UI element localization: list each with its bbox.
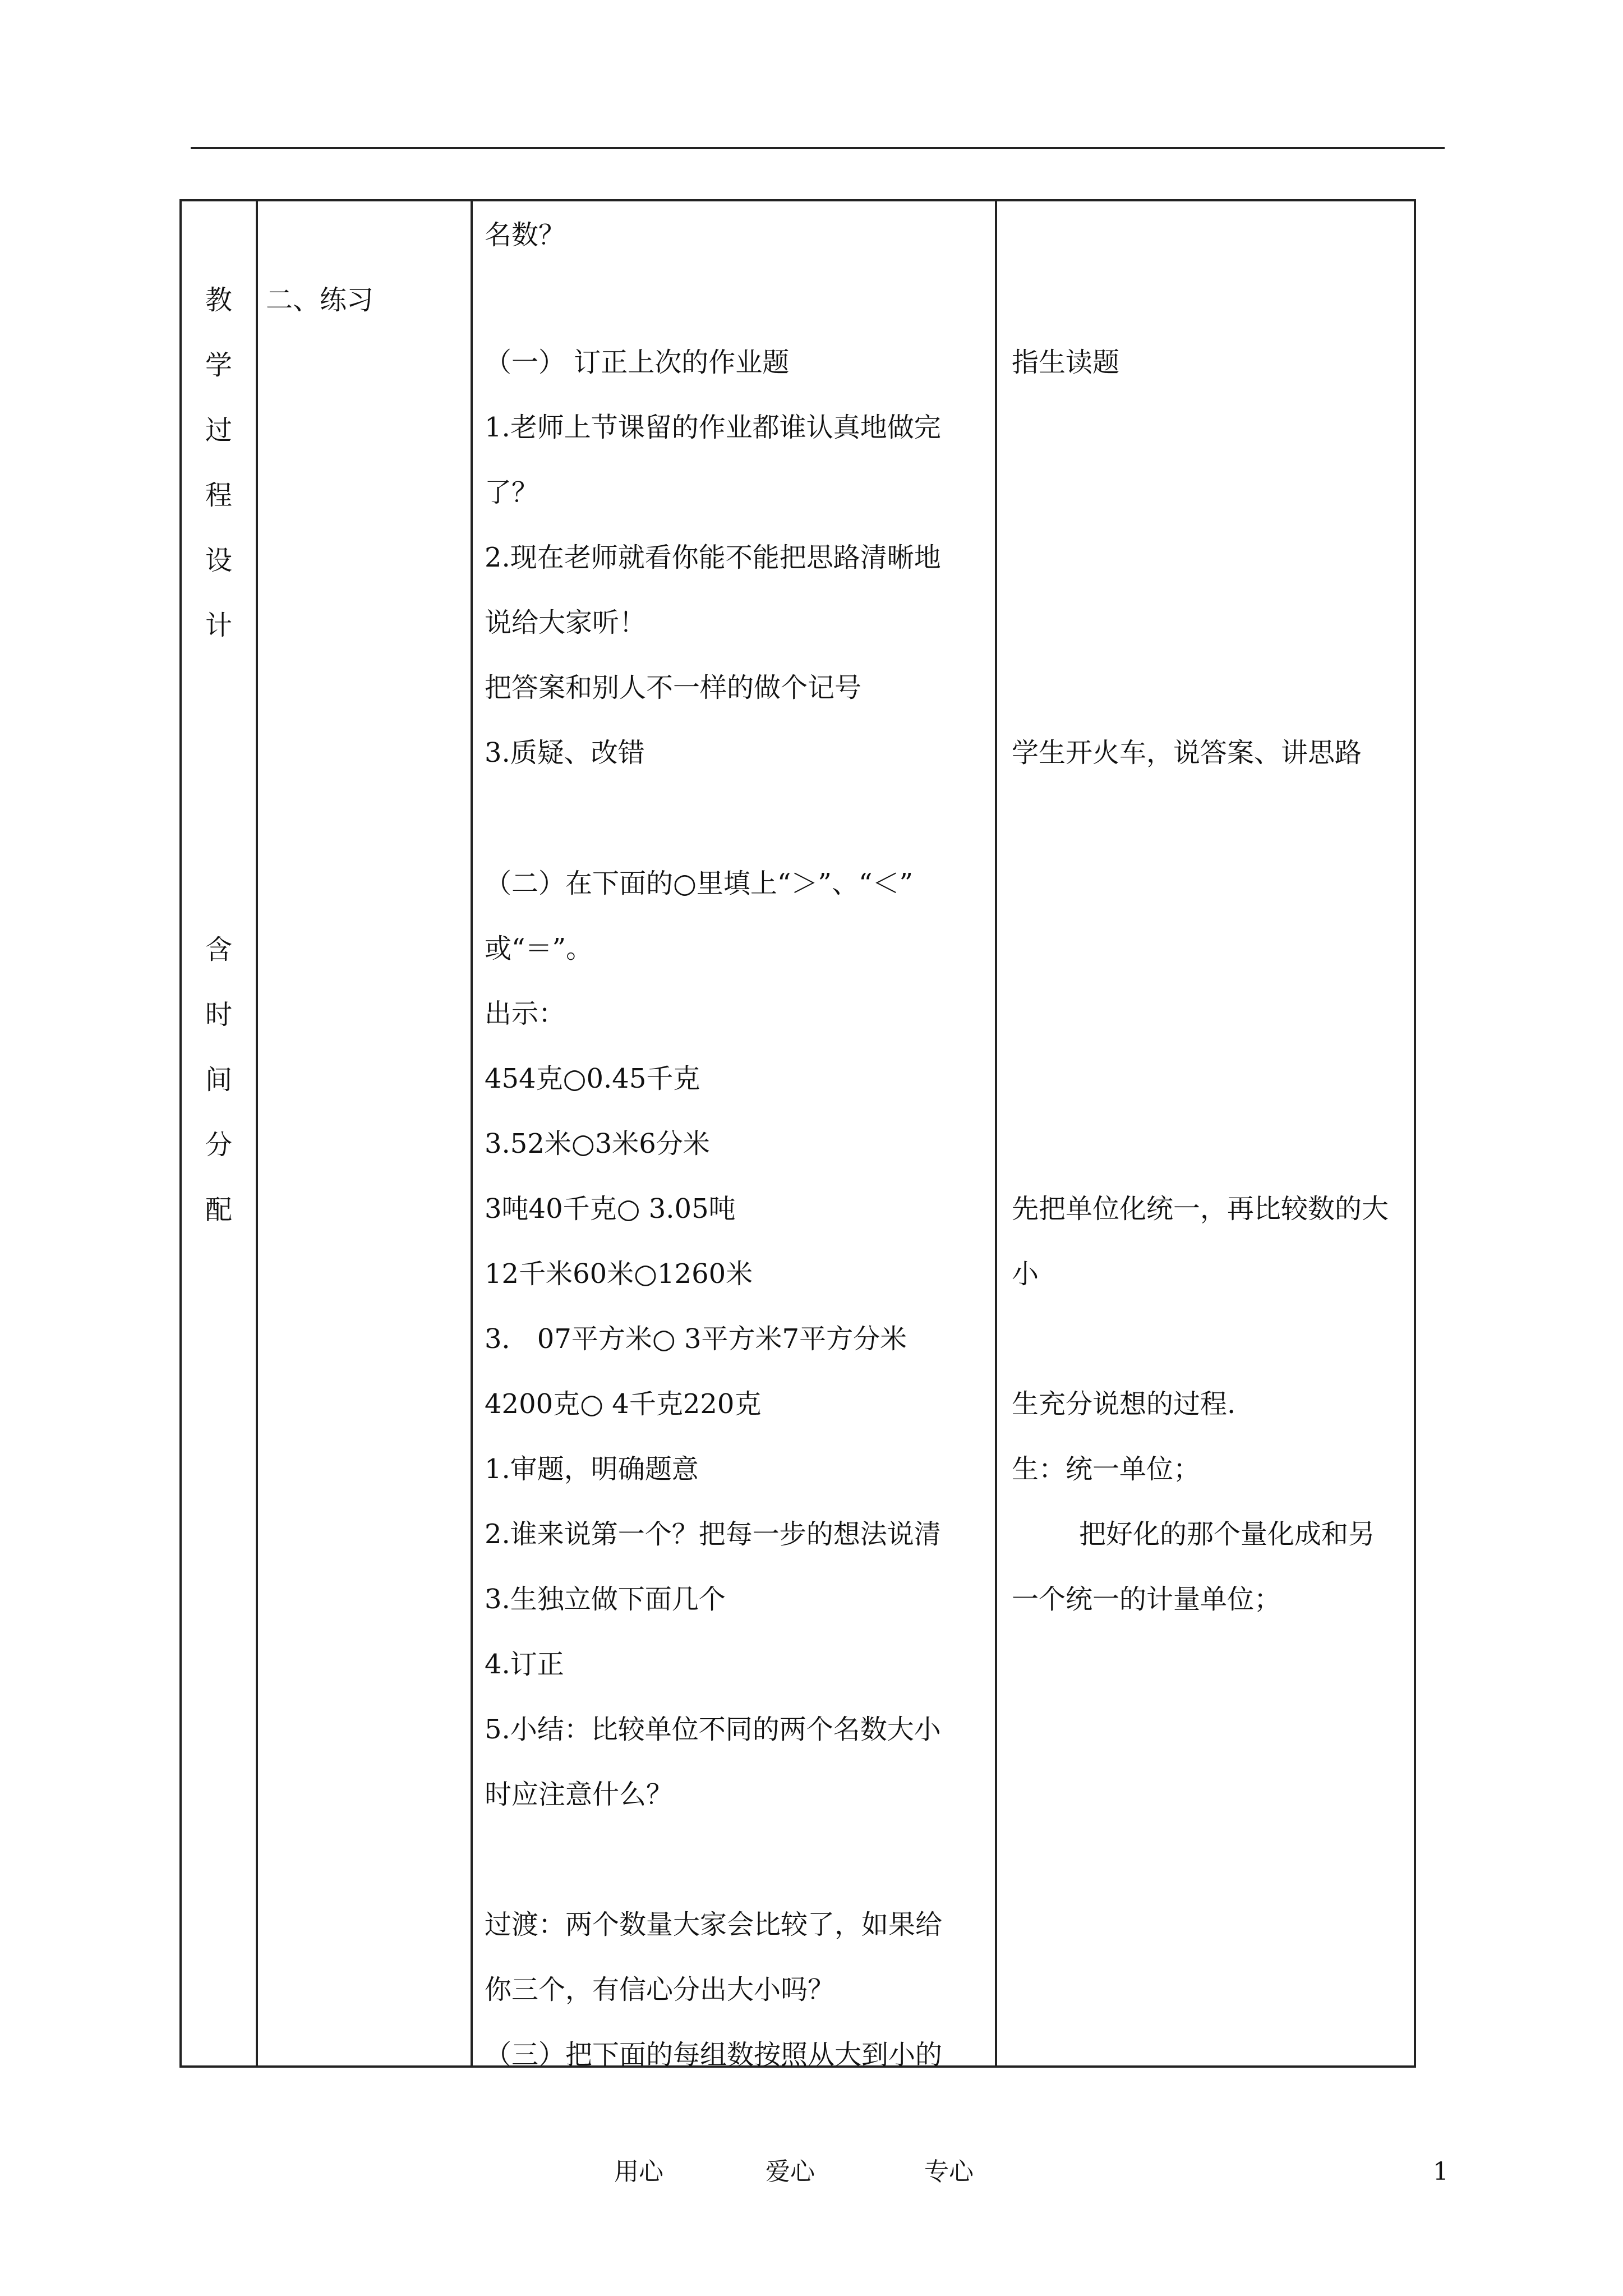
side-label-char: 时 [205,999,232,1030]
note-line: 学生开火车，说答案、讲思路 [1012,737,1362,769]
page-number: 1 [1433,2157,1449,2186]
side-label-char: 教 [205,284,232,316]
side-label-char: 过 [205,415,232,446]
note-line: 小 [1012,1258,1039,1290]
note-line: 把好化的那个量化成和另 [1079,1519,1376,1550]
side-label-char: 计 [205,610,232,641]
lesson-plan-table [179,199,1416,2068]
side-label-char: 含 [205,934,232,965]
side-label-char: 间 [205,1064,232,1096]
content-line: 你三个，有信心分出大小吗？ [485,1974,835,2005]
side-label-process-design [182,268,256,658]
content-line: 454克○0.45千克 [485,1063,700,1094]
content-line: 4.订正 [485,1649,564,1680]
side-label-char: 设 [205,545,232,576]
footer-motto-2: 爱心 [766,2157,815,2186]
content-line: 过渡：两个数量大家会比较了，如果给 [485,1909,943,1940]
content-line: 说给大家听！ [485,607,647,638]
side-label-time-allocation [182,917,256,1243]
content-line: 把答案和别人不一样的做个记号 [485,672,862,703]
note-line: 一个统一的计量单位； [1012,1584,1281,1615]
content-line: （二）在下面的○里填上“＞”、“＜” [485,868,914,899]
stage-title: 二、练习 [266,284,374,316]
footer-motto-3: 专心 [924,2157,974,2186]
note-line: 先把单位化统一，再比较数的大 [1012,1193,1389,1225]
content-line: 2.谁来说第一个？把每一步的想法说清 [485,1519,941,1550]
note-line: 生充分说想的过程. [1012,1388,1236,1420]
content-line: 1.老师上节课留的作业都谁认真地做完 [485,412,941,443]
content-line: （三）把下面的每组数按照从大到小的 [485,2039,943,2070]
content-line: 2.现在老师就看你能不能把思路清晰地 [485,542,941,573]
side-label-char: 程 [205,480,232,511]
content-line: 或“＝”。 [485,933,593,964]
footer-motto-1: 用心 [614,2157,663,2186]
side-label-char: 分 [205,1129,232,1161]
content-line: （一） 订正上次的作业题 [485,347,790,378]
content-line: 3.52米○3米6分米 [485,1128,710,1159]
note-line: 生：统一单位； [1012,1453,1201,1485]
content-line: 3． 07平方米○ 3平方米7平方分米 [485,1323,907,1355]
content-line: 出示： [485,998,566,1029]
content-line: 名数？ [485,219,566,251]
note-line: 指生读题 [1012,347,1120,378]
content-line: 3吨40千克○ 3.05吨 [485,1193,736,1225]
column-divider-1 [256,201,258,2065]
header-rule [191,147,1445,149]
content-line: 了？ [485,477,539,508]
content-line: 5.小结：比较单位不同的两个名数大小 [485,1714,941,1745]
content-line: 12千米60米○1260米 [485,1258,753,1290]
column-divider-2 [471,201,473,2065]
content-line: 时应注意什么？ [485,1779,674,1810]
content-line: 1.审题，明确题意 [485,1453,699,1485]
column-divider-3 [995,201,997,2065]
side-label-char: 学 [205,349,232,381]
content-line: 3.生独立做下面几个 [485,1584,726,1615]
content-line: 3.质疑、改错 [485,737,645,769]
side-label-char: 配 [205,1194,232,1226]
content-line: 4200克○ 4千克220克 [485,1388,762,1420]
